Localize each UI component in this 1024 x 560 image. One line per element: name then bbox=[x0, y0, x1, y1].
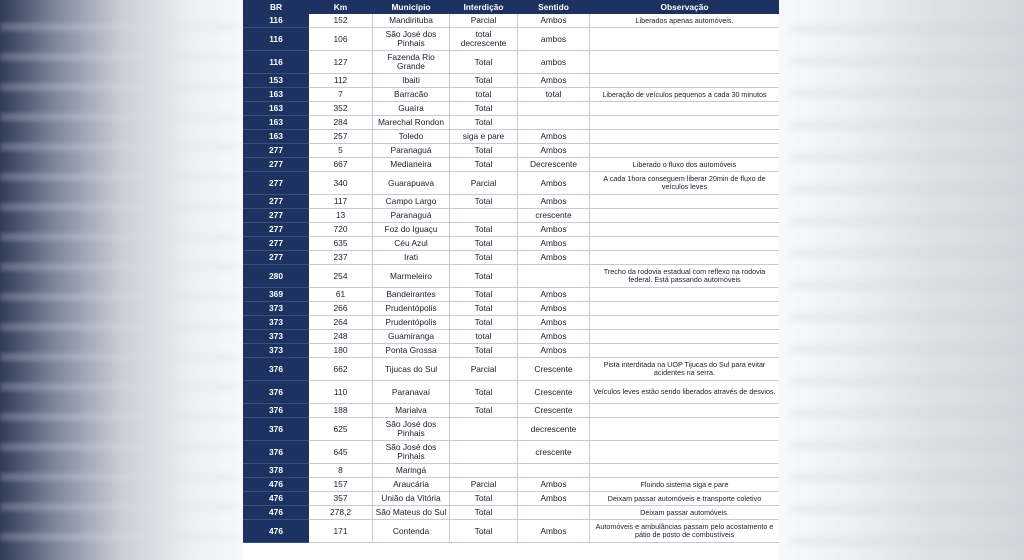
cell-interdicao: total bbox=[450, 330, 518, 344]
table-row bbox=[244, 464, 780, 478]
cell-km: 152 bbox=[309, 14, 373, 28]
cell-sentido: Ambos bbox=[518, 288, 590, 302]
cell-br: 280 bbox=[244, 265, 309, 288]
table-row bbox=[244, 28, 780, 51]
cell-km: 720 bbox=[309, 223, 373, 237]
cell-interdicao bbox=[450, 209, 518, 223]
cell-observacao bbox=[590, 51, 780, 74]
cell-sentido: Ambos bbox=[518, 520, 590, 543]
cell-br: 476 bbox=[244, 492, 309, 506]
cell-br: 376 bbox=[244, 441, 309, 464]
cell-km: 284 bbox=[309, 116, 373, 130]
cell-br: 373 bbox=[244, 330, 309, 344]
cell-municipio: Araucária bbox=[373, 478, 450, 492]
cell-observacao: Liberados apenas automóveis. bbox=[590, 14, 780, 28]
cell-km: 248 bbox=[309, 330, 373, 344]
cell-interdicao: Total bbox=[450, 102, 518, 116]
table-row bbox=[244, 223, 780, 237]
cell-interdicao: Parcial bbox=[450, 358, 518, 381]
cell-municipio: São Mateus do Sul bbox=[373, 506, 450, 520]
cell-km: 667 bbox=[309, 158, 373, 172]
cell-municipio: Irati bbox=[373, 251, 450, 265]
cell-municipio: Tijucas do Sul bbox=[373, 358, 450, 381]
cell-municipio: Marialva bbox=[373, 404, 450, 418]
cell-observacao bbox=[590, 330, 780, 344]
cell-observacao bbox=[590, 130, 780, 144]
cell-interdicao: Total bbox=[450, 316, 518, 330]
cell-br: 376 bbox=[244, 404, 309, 418]
cell-sentido bbox=[518, 506, 590, 520]
cell-sentido: Ambos bbox=[518, 237, 590, 251]
cell-km: 13 bbox=[309, 209, 373, 223]
cell-observacao: Deixam passar automóveis. bbox=[590, 506, 780, 520]
cell-sentido: ambos bbox=[518, 51, 590, 74]
cell-br: 369 bbox=[244, 288, 309, 302]
cell-municipio: Foz do Iguaçu bbox=[373, 223, 450, 237]
cell-sentido: Ambos bbox=[518, 130, 590, 144]
cell-br: 277 bbox=[244, 195, 309, 209]
cell-interdicao: Parcial bbox=[450, 14, 518, 28]
table-row bbox=[244, 74, 780, 88]
cell-interdicao bbox=[450, 441, 518, 464]
cell-observacao bbox=[590, 74, 780, 88]
cell-interdicao: Total bbox=[450, 288, 518, 302]
table-row bbox=[244, 330, 780, 344]
cell-observacao: Automóveis e ambulâncias passam pelo acostamento e pátio de posto de combustíveis bbox=[590, 520, 780, 543]
blurred-background-left bbox=[0, 0, 240, 560]
cell-km: 264 bbox=[309, 316, 373, 330]
cell-km: 110 bbox=[309, 381, 373, 404]
table-row bbox=[244, 14, 780, 28]
cell-municipio: Guamiranga bbox=[373, 330, 450, 344]
cell-observacao: Deixam passar automóveis e transporte coletivo bbox=[590, 492, 780, 506]
cell-sentido: Ambos bbox=[518, 478, 590, 492]
table-row bbox=[244, 441, 780, 464]
cell-br: 277 bbox=[244, 237, 309, 251]
table-row bbox=[244, 51, 780, 74]
cell-observacao bbox=[590, 464, 780, 478]
cell-observacao: Pista interditada na UOP Tijucas do Sul para evitar acidentes na serra. bbox=[590, 358, 780, 381]
table-row bbox=[244, 418, 780, 441]
cell-observacao bbox=[590, 116, 780, 130]
table-row bbox=[244, 344, 780, 358]
cell-sentido: Ambos bbox=[518, 251, 590, 265]
cell-km: 5 bbox=[309, 144, 373, 158]
header-km: Km bbox=[309, 1, 373, 14]
cell-interdicao: Parcial bbox=[450, 478, 518, 492]
cell-observacao: Liberado o fluxo dos automóveis bbox=[590, 158, 780, 172]
cell-municipio: Contenda bbox=[373, 520, 450, 543]
table-row bbox=[244, 404, 780, 418]
cell-km: 278,2 bbox=[309, 506, 373, 520]
cell-observacao bbox=[590, 237, 780, 251]
cell-municipio: Ponta Grossa bbox=[373, 344, 450, 358]
cell-br: 163 bbox=[244, 88, 309, 102]
cell-km: 352 bbox=[309, 102, 373, 116]
cell-interdicao: Total bbox=[450, 144, 518, 158]
cell-municipio: Bandeirantes bbox=[373, 288, 450, 302]
cell-municipio: Mandirituba bbox=[373, 14, 450, 28]
cell-sentido: Ambos bbox=[518, 344, 590, 358]
cell-observacao bbox=[590, 418, 780, 441]
cell-observacao: Veículos leves estão sendo liberados através de desvios. bbox=[590, 381, 780, 404]
table-row bbox=[244, 102, 780, 116]
cell-km: 8 bbox=[309, 464, 373, 478]
cell-br: 376 bbox=[244, 418, 309, 441]
cell-sentido bbox=[518, 464, 590, 478]
table-row bbox=[244, 492, 780, 506]
cell-municipio: União da Vitória bbox=[373, 492, 450, 506]
cell-observacao bbox=[590, 316, 780, 330]
cell-interdicao: Total bbox=[450, 344, 518, 358]
cell-municipio: Toledo bbox=[373, 130, 450, 144]
cell-interdicao: Total bbox=[450, 251, 518, 265]
cell-sentido: total bbox=[518, 88, 590, 102]
cell-br: 277 bbox=[244, 158, 309, 172]
cell-interdicao bbox=[450, 464, 518, 478]
cell-sentido: Ambos bbox=[518, 302, 590, 316]
table-row bbox=[244, 237, 780, 251]
cell-interdicao: total decrescente bbox=[450, 28, 518, 51]
cell-sentido: crescente bbox=[518, 209, 590, 223]
cell-sentido: Ambos bbox=[518, 223, 590, 237]
cell-km: 127 bbox=[309, 51, 373, 74]
header-municipio: Município bbox=[373, 1, 450, 14]
cell-municipio: Guaíra bbox=[373, 102, 450, 116]
cell-br: 116 bbox=[244, 28, 309, 51]
cell-br: 277 bbox=[244, 172, 309, 195]
cell-br: 376 bbox=[244, 358, 309, 381]
cell-br: 277 bbox=[244, 209, 309, 223]
cell-sentido: Ambos bbox=[518, 195, 590, 209]
cell-km: 7 bbox=[309, 88, 373, 102]
table-row bbox=[244, 172, 780, 195]
cell-km: 357 bbox=[309, 492, 373, 506]
cell-sentido: Decrescente bbox=[518, 158, 590, 172]
table-row bbox=[244, 316, 780, 330]
cell-observacao bbox=[590, 302, 780, 316]
cell-interdicao: total bbox=[450, 88, 518, 102]
cell-km: 188 bbox=[309, 404, 373, 418]
cell-interdicao: Total bbox=[450, 506, 518, 520]
cell-observacao: Fluindo sistema siga e pare bbox=[590, 478, 780, 492]
table-row bbox=[244, 116, 780, 130]
cell-municipio: Barracão bbox=[373, 88, 450, 102]
cell-km: 635 bbox=[309, 237, 373, 251]
cell-sentido bbox=[518, 116, 590, 130]
cell-observacao bbox=[590, 344, 780, 358]
table-row bbox=[244, 506, 780, 520]
header-sentido: Sentido bbox=[518, 1, 590, 14]
interdiction-table-sheet bbox=[243, 0, 779, 560]
cell-observacao bbox=[590, 223, 780, 237]
cell-br: 277 bbox=[244, 251, 309, 265]
cell-municipio: São José dos Pinhais bbox=[373, 28, 450, 51]
cell-km: 254 bbox=[309, 265, 373, 288]
table-row bbox=[244, 265, 780, 288]
cell-interdicao: Total bbox=[450, 74, 518, 88]
cell-br: 476 bbox=[244, 506, 309, 520]
header-interdicao: Interdição bbox=[450, 1, 518, 14]
cell-sentido: ambos bbox=[518, 28, 590, 51]
cell-municipio: Maringá bbox=[373, 464, 450, 478]
cell-br: 476 bbox=[244, 478, 309, 492]
cell-interdicao: Total bbox=[450, 302, 518, 316]
cell-municipio: Ibaiti bbox=[373, 74, 450, 88]
table-row bbox=[244, 195, 780, 209]
cell-interdicao: Total bbox=[450, 265, 518, 288]
cell-municipio: Paranaguá bbox=[373, 209, 450, 223]
table-row bbox=[244, 478, 780, 492]
cell-sentido: Ambos bbox=[518, 492, 590, 506]
cell-br: 476 bbox=[244, 520, 309, 543]
cell-br: 373 bbox=[244, 302, 309, 316]
cell-km: 340 bbox=[309, 172, 373, 195]
cell-interdicao: Total bbox=[450, 237, 518, 251]
cell-sentido: Crescente bbox=[518, 358, 590, 381]
cell-br: 163 bbox=[244, 102, 309, 116]
cell-municipio: Guarapuava bbox=[373, 172, 450, 195]
cell-sentido: Crescente bbox=[518, 404, 590, 418]
cell-sentido: Ambos bbox=[518, 74, 590, 88]
cell-sentido bbox=[518, 102, 590, 116]
table-row bbox=[244, 358, 780, 381]
cell-municipio: Paranaguá bbox=[373, 144, 450, 158]
cell-sentido: Ambos bbox=[518, 144, 590, 158]
cell-observacao bbox=[590, 144, 780, 158]
cell-km: 662 bbox=[309, 358, 373, 381]
header-br: BR bbox=[244, 1, 309, 14]
cell-municipio: Paranavaí bbox=[373, 381, 450, 404]
cell-sentido: Ambos bbox=[518, 14, 590, 28]
cell-br: 163 bbox=[244, 116, 309, 130]
cell-br: 116 bbox=[244, 14, 309, 28]
cell-km: 625 bbox=[309, 418, 373, 441]
cell-br: 277 bbox=[244, 223, 309, 237]
cell-km: 180 bbox=[309, 344, 373, 358]
header-observacao: Observação bbox=[590, 1, 780, 14]
cell-interdicao: Total bbox=[450, 116, 518, 130]
cell-sentido: Ambos bbox=[518, 316, 590, 330]
cell-br: 378 bbox=[244, 464, 309, 478]
cell-observacao: Trecho da rodovia estadual com reflexo na rodovia federal. Está passando automóveis bbox=[590, 265, 780, 288]
cell-br: 376 bbox=[244, 381, 309, 404]
blurred-background-right bbox=[790, 0, 1024, 560]
cell-km: 117 bbox=[309, 195, 373, 209]
table-row bbox=[244, 381, 780, 404]
table-row bbox=[244, 302, 780, 316]
table-row bbox=[244, 130, 780, 144]
cell-interdicao: Total bbox=[450, 158, 518, 172]
cell-interdicao: Total bbox=[450, 195, 518, 209]
cell-municipio: São José dos Pinhais bbox=[373, 441, 450, 464]
cell-br: 373 bbox=[244, 316, 309, 330]
table-row bbox=[244, 158, 780, 172]
cell-sentido: decrescente bbox=[518, 418, 590, 441]
cell-interdicao: Total bbox=[450, 223, 518, 237]
cell-km: 106 bbox=[309, 28, 373, 51]
cell-municipio: Campo Largo bbox=[373, 195, 450, 209]
cell-observacao bbox=[590, 102, 780, 116]
cell-observacao bbox=[590, 209, 780, 223]
cell-br: 373 bbox=[244, 344, 309, 358]
cell-br: 163 bbox=[244, 130, 309, 144]
road-interdiction-table bbox=[243, 0, 779, 543]
cell-km: 157 bbox=[309, 478, 373, 492]
cell-interdicao: Parcial bbox=[450, 172, 518, 195]
cell-municipio: Prudentópolis bbox=[373, 302, 450, 316]
table-header-row bbox=[244, 1, 780, 14]
cell-sentido: Ambos bbox=[518, 330, 590, 344]
cell-municipio: São José dos Pinhais bbox=[373, 418, 450, 441]
cell-sentido: crescente bbox=[518, 441, 590, 464]
cell-sentido bbox=[518, 265, 590, 288]
cell-br: 116 bbox=[244, 51, 309, 74]
cell-br: 153 bbox=[244, 74, 309, 88]
cell-municipio: Marmeleiro bbox=[373, 265, 450, 288]
cell-municipio: Céu Azul bbox=[373, 237, 450, 251]
cell-observacao bbox=[590, 195, 780, 209]
cell-km: 645 bbox=[309, 441, 373, 464]
cell-interdicao: Total bbox=[450, 381, 518, 404]
cell-interdicao: Total bbox=[450, 492, 518, 506]
cell-km: 171 bbox=[309, 520, 373, 543]
cell-km: 61 bbox=[309, 288, 373, 302]
cell-municipio: Marechal Rondon bbox=[373, 116, 450, 130]
cell-observacao bbox=[590, 288, 780, 302]
cell-municipio: Fazenda Rio Grande bbox=[373, 51, 450, 74]
cell-km: 237 bbox=[309, 251, 373, 265]
cell-observacao bbox=[590, 251, 780, 265]
cell-observacao: Liberação de veículos pequenos a cada 30 minutos bbox=[590, 88, 780, 102]
cell-sentido: Crescente bbox=[518, 381, 590, 404]
cell-observacao bbox=[590, 441, 780, 464]
cell-interdicao: siga e pare bbox=[450, 130, 518, 144]
cell-observacao bbox=[590, 28, 780, 51]
cell-sentido: Ambos bbox=[518, 172, 590, 195]
table-row bbox=[244, 144, 780, 158]
cell-km: 112 bbox=[309, 74, 373, 88]
table-row bbox=[244, 520, 780, 543]
table-row bbox=[244, 209, 780, 223]
cell-municipio: Prudentópolis bbox=[373, 316, 450, 330]
cell-km: 266 bbox=[309, 302, 373, 316]
cell-interdicao: Total bbox=[450, 51, 518, 74]
table-row bbox=[244, 251, 780, 265]
cell-br: 277 bbox=[244, 144, 309, 158]
table-row bbox=[244, 88, 780, 102]
cell-observacao bbox=[590, 404, 780, 418]
cell-observacao: A cada 1hora conseguem liberar 20min de fluxo de veículos leves bbox=[590, 172, 780, 195]
cell-km: 257 bbox=[309, 130, 373, 144]
table-row bbox=[244, 288, 780, 302]
cell-interdicao: Total bbox=[450, 404, 518, 418]
cell-municipio: Medianeira bbox=[373, 158, 450, 172]
cell-interdicao bbox=[450, 418, 518, 441]
cell-interdicao: Total bbox=[450, 520, 518, 543]
